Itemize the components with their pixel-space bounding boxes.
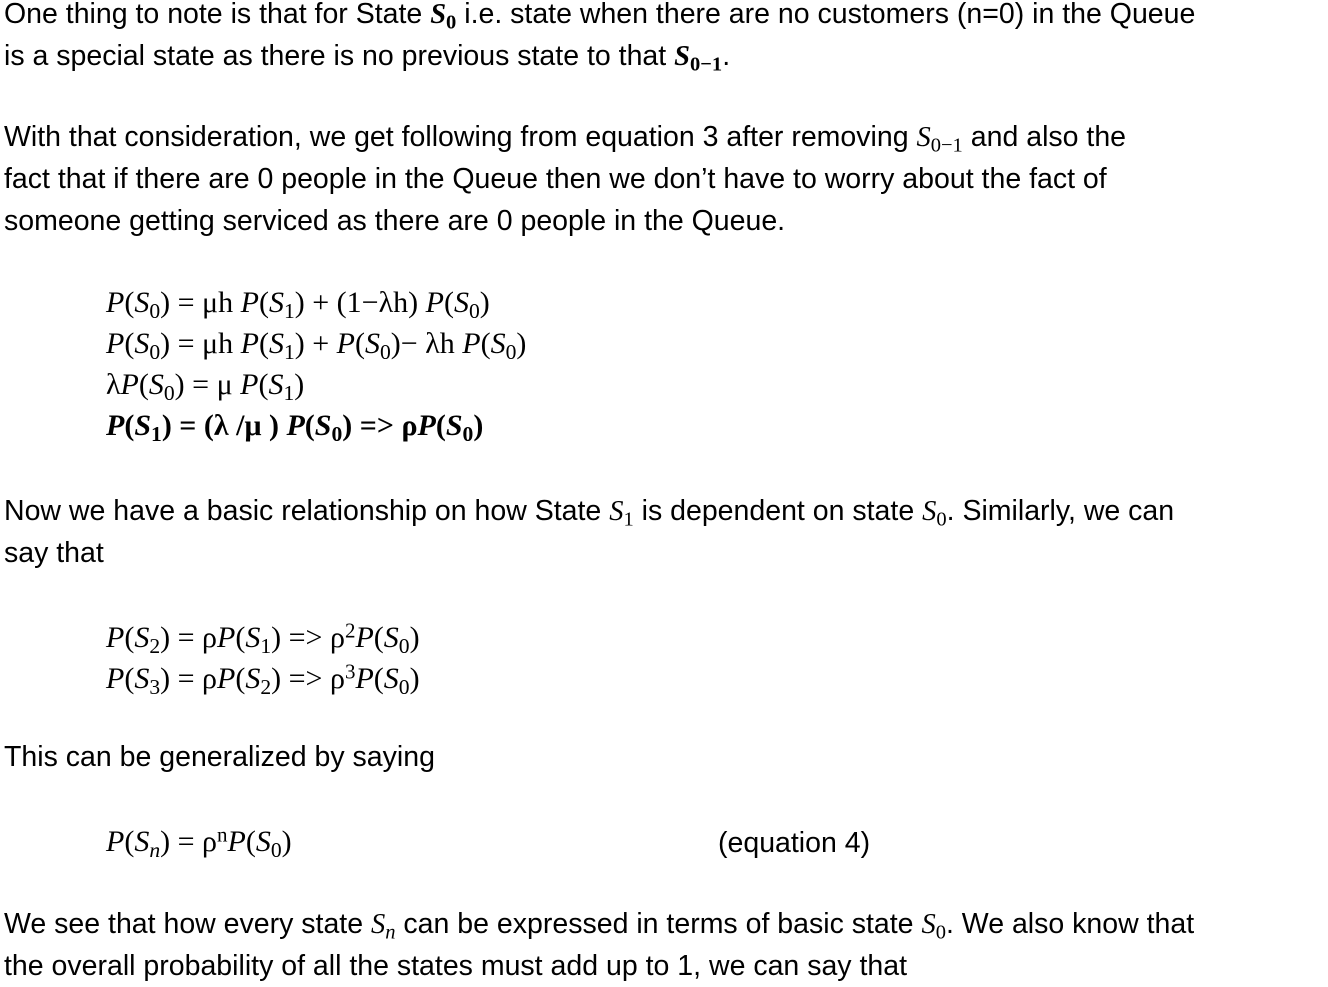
equation: $P(S_3) = \rho P(S_2) => \rho^3P(S_0)$ bbox=[106, 659, 420, 700]
equation-number-label: (equation 4) bbox=[718, 827, 871, 859]
text-line: is a special state as there is no previous state to that $S_{0-1}$. bbox=[4, 40, 731, 76]
state-symbol: $S_0$ bbox=[921, 909, 946, 944]
text-line: someone getting serviced as there are 0 people in the Queue. bbox=[4, 205, 786, 237]
paragraph-relationship bbox=[4, 490, 1324, 574]
text-line: This can be generalized by saying bbox=[4, 741, 435, 773]
state-symbol: $S_{0-1}$ bbox=[674, 41, 723, 76]
paragraph-conclusion bbox=[4, 903, 1324, 987]
text-line: say that bbox=[4, 537, 104, 569]
equation: $P(S_0) = \mu h$ $P(S_1) + P(S_0)- \lambda h$ $P(S_0)$ bbox=[106, 327, 527, 365]
text-line: One thing to note is that for State $S_0$ i.e. state when there are no customers (n=0) in the Queue bbox=[4, 0, 1196, 34]
paragraph-consideration bbox=[4, 116, 1324, 242]
state-symbol: $S_0$ bbox=[922, 496, 947, 531]
state-symbol: $S_1$ bbox=[609, 496, 634, 531]
state-symbol: $S_0$ bbox=[430, 0, 457, 34]
equation: $P(S_2) = \rho P(S_1) => \rho^2P(S_0)$ bbox=[106, 618, 420, 659]
text-line: the overall probability of all the states must add up to 1, we can say that bbox=[4, 950, 908, 982]
text-line: We see that how every state $S_n$ can be expressed in terms of basic state $S_0$. We also know that bbox=[4, 908, 1195, 944]
text-line: fact that if there are 0 people in the Queue then we don’t have to worry about the fact of bbox=[4, 163, 1107, 195]
equation: $\lambda P(S_0) = \mu$ $P(S_1)$ bbox=[106, 368, 305, 406]
equation-block-recurrence bbox=[106, 617, 420, 699]
equation: $P(S_n) = \rho^nP(S_0)$ bbox=[106, 822, 292, 863]
equation-result: $P(S_1) = (\lambda$ /μ ) $P(S_0) => \rho P(S_0)$ bbox=[106, 409, 484, 447]
text-line: Now we have a basic relationship on how State $S_1$ is dependent on state $S_0$. Similarly, we can bbox=[4, 495, 1175, 531]
state-symbol: $S_n$ bbox=[371, 909, 396, 944]
equation: $P(S_0) = \mu h$ $P(S_1) + (1-\lambda h)$ $P(S_0)$ bbox=[106, 286, 490, 324]
paragraph-intro bbox=[4, 0, 1324, 77]
state-symbol: $S_{0-1}$ bbox=[916, 122, 963, 157]
equation-block-derivation bbox=[106, 282, 526, 446]
text-line: With that consideration, we get following from equation 3 after removing $S_{0-1}$ and also the bbox=[4, 121, 1127, 157]
equation-general bbox=[106, 821, 292, 862]
paragraph-generalization bbox=[4, 736, 1324, 778]
